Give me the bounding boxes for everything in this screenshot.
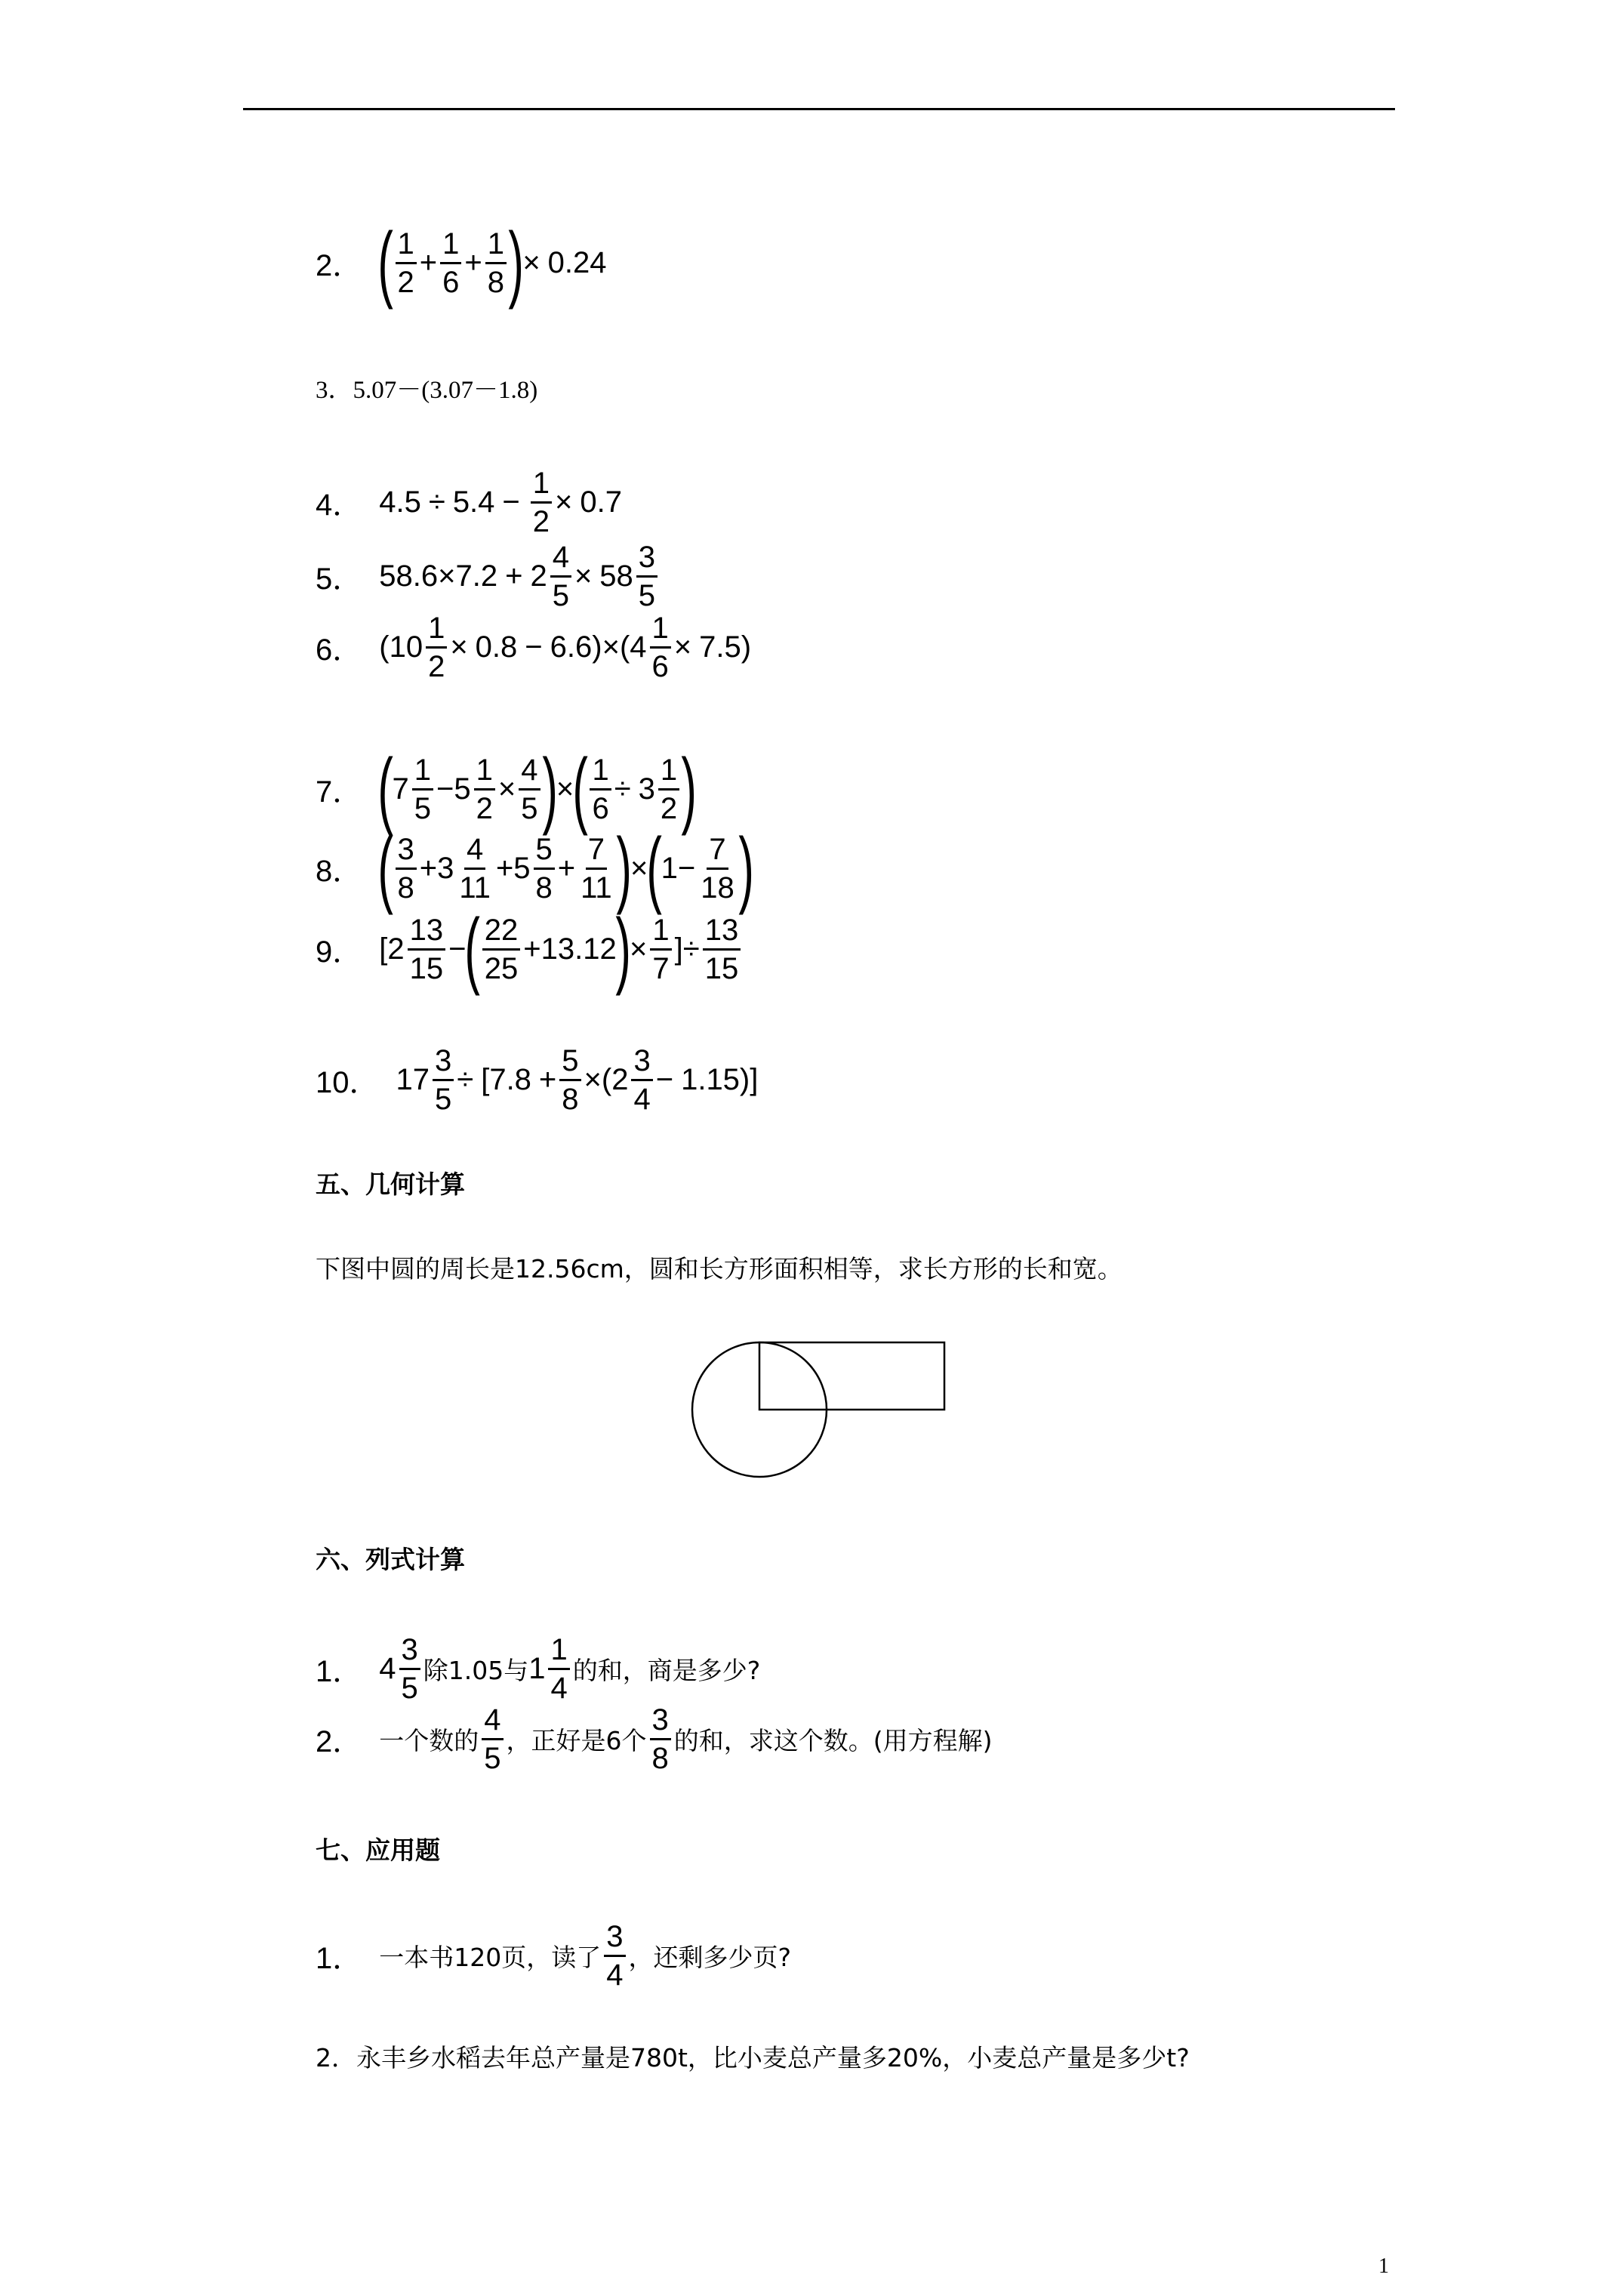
item-number: 4． (316, 488, 363, 522)
fraction: $\frac{3}{5}$ (399, 1635, 420, 1703)
fraction: $\frac{3}{5}$ (433, 1046, 454, 1114)
header-rule (243, 108, 1395, 110)
fraction: $\frac{1}{8}$ (485, 229, 507, 297)
fraction: $\frac{7}{11}$ (581, 832, 612, 905)
item-number: 2． (316, 1724, 363, 1758)
fraction: $\frac{3}{8}$ (650, 1705, 671, 1774)
fraction: $\frac{1}{6}$ (590, 755, 611, 824)
fraction: $\frac{3}{4}$ (631, 1046, 652, 1114)
item-number: 5． (316, 562, 363, 596)
section-7-problem-1: 1． 一本书120页，读了 $\frac{3}{4}$ ，还剩多少页? (316, 1919, 792, 1992)
fraction: $\frac{4}{11}$ (459, 832, 491, 905)
fraction: $\frac{13}{15}$ (703, 915, 741, 984)
item-number: 6． (316, 633, 363, 667)
fraction: $\frac{1}{7}$ (650, 915, 671, 984)
section-5-problem: 下图中圆的周长是12.56cm，圆和长方形面积相等，求长方形的长和宽。 (316, 1254, 1123, 1284)
circle-rectangle-diagram (679, 1329, 959, 1487)
fraction: $\frac{1}{4}$ (548, 1635, 569, 1703)
problem-2: 2． ( $\frac{1}{2}$ + $\frac{1}{6}$ + $\frac{1}{8}$ ) × 0.24 (316, 215, 607, 310)
fraction: $\frac{3}{5}$ (636, 542, 658, 611)
problem-text: 3．5.07－(3.07－1.8) (316, 376, 538, 404)
page-number: 1 (1378, 2254, 1389, 2278)
section-6-problem-2: 2． 一个数的 $\frac{4}{5}$ ，正好是6个 $\frac{3}{8}$ 的和，求这个数。(用方程解) (316, 1703, 993, 1775)
fraction: $\frac{22}{25}$ (482, 915, 521, 984)
fraction: $\frac{3}{4}$ (604, 1922, 625, 1990)
fraction: $\frac{1}{2}$ (396, 229, 417, 297)
fraction: $\frac{1}{2}$ (658, 755, 679, 824)
fraction: $\frac{1}{2}$ (531, 468, 552, 537)
fraction: $\frac{7}{18}$ (701, 832, 735, 905)
problem-10: 10． 17 $\frac{3}{5}$ ÷ [7.8 + $\frac{5}{8}$ × (2 $\frac{3}{4}$ − 1.15)] (316, 1043, 759, 1116)
section-6-heading: 六、列式计算 (316, 1545, 465, 1574)
fraction: $\frac{1}{6}$ (650, 613, 671, 682)
fraction: $\frac{1}{6}$ (440, 229, 461, 297)
item-number: 1． (316, 1941, 363, 1975)
problem-8: 8． ( $\frac{3}{8}$ + 3 $\frac{4}{11}$ + 5 $\frac{5}{8}$ + $\frac{7}{11}$ ) × ( 1 − $\frac{7}{18}$ ) (316, 821, 754, 915)
item-number: 10． (316, 1065, 380, 1099)
problem-5: 5． 58.6 × 7.2 + 2 $\frac{4}{5}$ × 58 $\frac{3}{5}$ (316, 531, 661, 621)
problem-4: 4． 4.5 ÷ 5.4 − $\frac{1}{2}$ × 0.7 (316, 466, 622, 538)
section-7-problem-2: 2．永丰乡水稻去年总产量是780t，比小麦总产量多20%，小麦总产量是多少t? (316, 2043, 1190, 2073)
fraction: $\frac{5}{8}$ (559, 1046, 581, 1114)
problem-9: 9． [2 $\frac{13}{15}$ − ( $\frac{22}{25}$ + 13.12 ) × $\frac{1}{7}$ ] ÷ $\frac{13}{15}$ (316, 904, 744, 994)
problem-6: 6． (10 $\frac{1}{2}$ × 0.8 − 6.6) × (4 $\frac{1}{6}$ × 7.5) (316, 611, 752, 683)
fraction: $\frac{1}{2}$ (474, 755, 495, 824)
section-5-heading: 五、几何计算 (316, 1170, 465, 1199)
item-number: 1． (316, 1654, 363, 1688)
fraction: $\frac{3}{8}$ (396, 834, 417, 903)
fraction: $\frac{4}{5}$ (482, 1705, 503, 1774)
item-number: 9． (316, 935, 363, 969)
fraction: $\frac{1}{2}$ (426, 613, 447, 682)
item-number: 8． (316, 854, 363, 888)
fraction: $\frac{4}{5}$ (519, 755, 540, 824)
fraction: $\frac{5}{8}$ (534, 834, 555, 903)
fraction: $\frac{13}{15}$ (408, 915, 446, 984)
section-7-heading: 七、应用题 (316, 1835, 440, 1865)
section-6-problem-1: 1． 4 $\frac{3}{5}$ 除1.05与 1 $\frac{1}{4}$ 的和，商是多少? (316, 1632, 761, 1705)
rectangle-shape (759, 1342, 944, 1410)
item-number: 7． (316, 775, 363, 809)
problem-7: 7． ( 7 $\frac{1}{5}$ − 5 $\frac{1}{2}$ × $\frac{4}{5}$ ) × ( $\frac{1}{6}$ ÷ 3 $\frac{1}{2}$ ) (316, 741, 698, 836)
fraction: $\frac{1}{5}$ (412, 755, 433, 824)
problem-3 (316, 342, 537, 433)
fraction: $\frac{4}{5}$ (550, 542, 571, 611)
item-number: 2． (316, 248, 363, 282)
